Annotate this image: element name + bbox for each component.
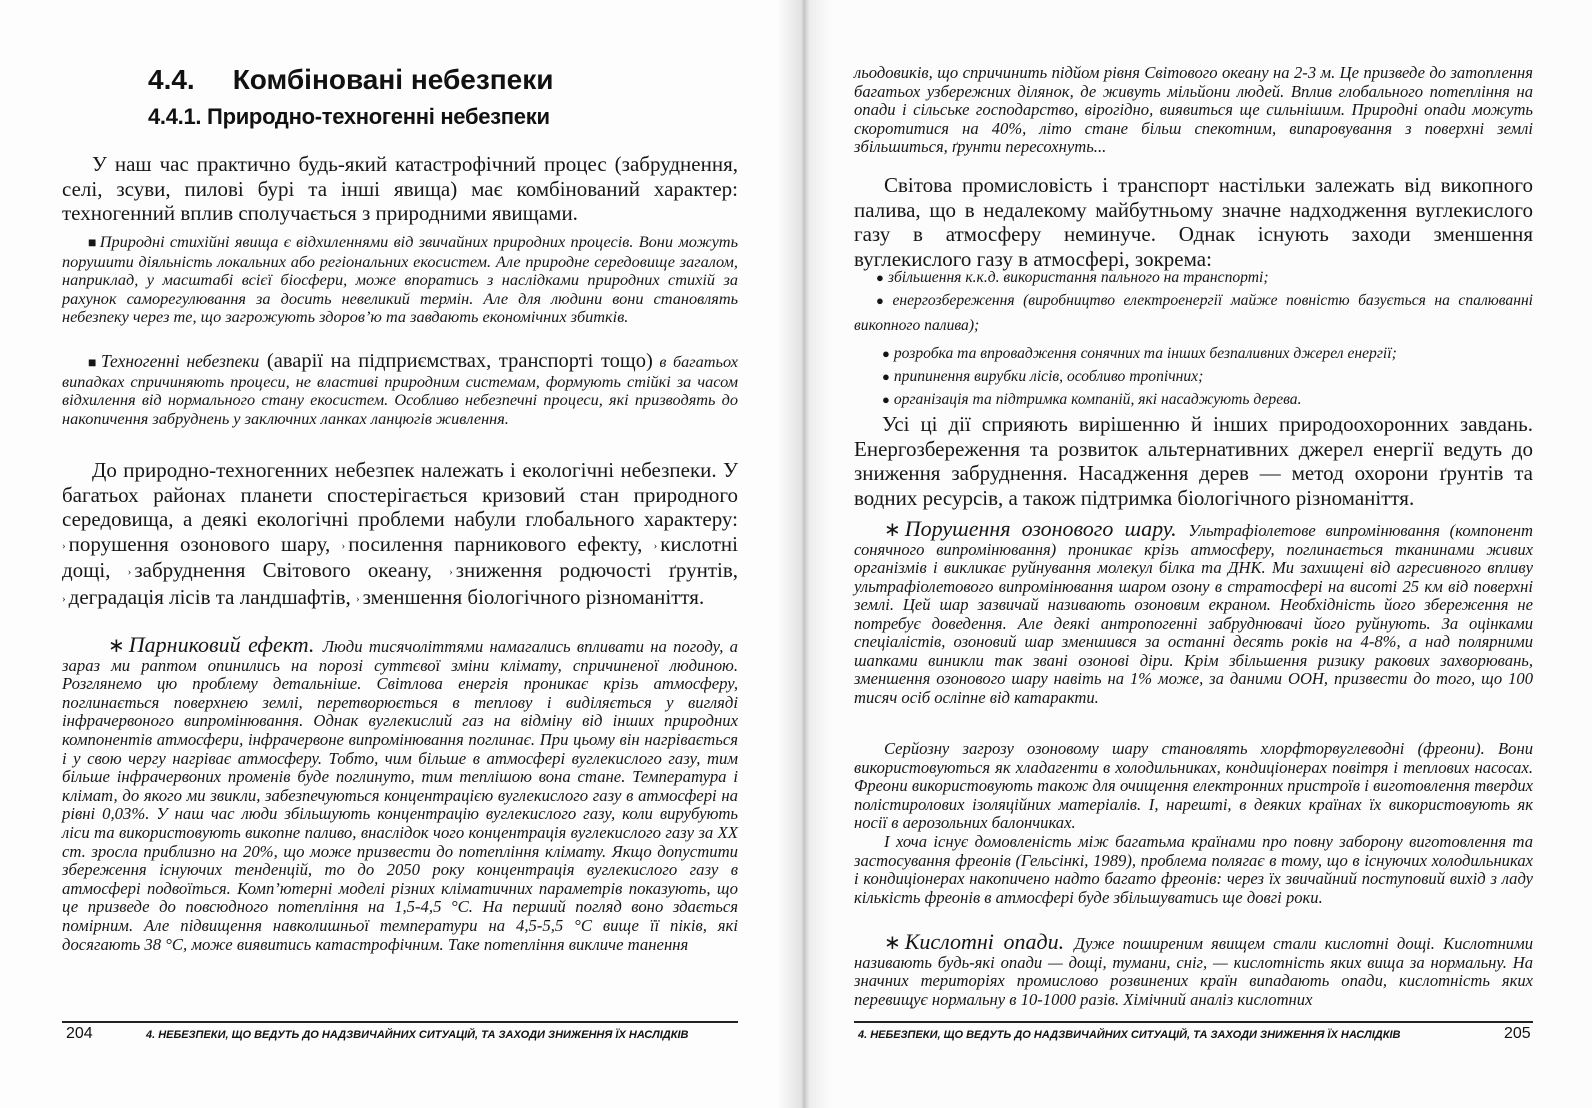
ozone-text: Ультрафіолетове випромінювання (компонент сонячного випромінювання) проникає крізь атмосферу, поглинається тканинами живих організмів і викликає руйнування молекул білка та ДНК. Ми захищені від агресивного впливу ультрафіолетового випромінювання шаром озону в стратосфері на висоті 25 км від поверхні землі. Цей шар зазвичай називають озоновим екраном. Необхідність його збереження не потребує доведення. Але деякі антропогенні забруднювачі його руйнують. За оцінками спеціалістів, озоновий шар зменшився за останні десять років на 4-8%, а над полярними шапками виникли так звані озонові діри. Крім збільшення ризику ракових захворювань, зменшення озонового шару навіть на 1% може, за даними ООН, призвести до того, що 100 тисяч осіб осліпне від катаракти. — [854, 521, 1533, 707]
global-problem-item: зниження родючості ґрунтів, — [455, 558, 739, 583]
page-number: 205 — [1504, 1025, 1531, 1042]
measure-item — [854, 365, 1533, 388]
triangle-bullet-icon: › — [653, 539, 658, 552]
actions-paragraph — [854, 412, 1533, 510]
global-problem-item: кислотні дощі, — [62, 531, 738, 583]
round-bullet-icon: ● — [876, 270, 884, 285]
technogenic-block — [62, 352, 738, 428]
star-bullet-icon: ∗ — [108, 635, 125, 657]
natural-hazards-text: Природні стихійні явища є відхиленнями від звичайних природних процесів. Вони можуть порушити діяльність локальних або регіональних екосистем. Але природне середовище загалом, наприклад, у масштабі всієї біосфери, може впоратись з наслідками природних стихій за рахунок саморегулювання за досить невеликий термін. Але для людини вони становлять небезпеку через те, що загрожують здоров’ю та завдають економічних збитків. — [62, 232, 738, 326]
footer-rule — [854, 1021, 1533, 1023]
technogenic-lead: Техногенні небезпеки — [100, 351, 260, 371]
global-problem-item: деградація лісів та ландшафтів, — [68, 584, 351, 609]
measure-item — [854, 342, 1533, 365]
square-bullet-icon: ■ — [88, 356, 99, 371]
industry-paragraph — [854, 173, 1533, 271]
ecological-paragraph — [62, 458, 738, 612]
acid-rain-block — [854, 929, 1533, 1009]
global-problem-item: зменшення біологічного різноманіття. — [362, 584, 705, 609]
triangle-bullet-icon: › — [356, 592, 360, 605]
running-footer: 4. НЕБЕЗПЕКИ, ЩО ВЕДУТЬ ДО НАДЗВИЧАЙНИХ СИТУАЦІЙ, ТА ЗАХОДИ ЗНИЖЕННЯ ЇХ НАСЛІДКІВ — [146, 1029, 689, 1041]
measure-item — [854, 388, 1533, 411]
section-heading — [148, 64, 553, 96]
measure-text: енергозбереження (виробництво електроенергії майже повністю базується на спалюванні викопного палива); — [854, 292, 1534, 335]
ecological-block — [62, 458, 738, 612]
actions-text: Усі ці дії сприяють вирішенню й інших природоохоронних завдань. Енергозбереження та розвиток альтернативних джерел енергії ведуть до зниження забруднення. Насадження дерев — метод охорони ґрунтів та водних ресурсів, а також підтримка біологічного різноманіття. — [854, 412, 1533, 510]
round-bullet-icon: ● — [876, 293, 889, 309]
greenhouse-block — [62, 632, 739, 954]
ozone-block — [854, 516, 1533, 707]
section-number: 4.4. — [148, 64, 195, 95]
greenhouse-text: Люди тисячоліттями намагались впливати на погоду, а зараз ми раптом опинились на порозі суттєвої зміни клімату, спричиненої людиною. Розглянемо цю проблему детальніше. Світлова енергія проникає крізь атмосферу, поглинається поверхнею землі, перетворюється в теплову і виділяється у вигляді інфрачервоного випромінювання. Однак вуглекислий газ на відміну від інших природних компонентів атмосфери, інфрачервоне випромінювання поглинає. При цьому він нагрівається і у свою чергу нагріває атмосферу. Тобто, чим більше в атмосфері вуглекислого газу, тим більше інфрачервоних променів буде поглинуто, тим теплішою вона стане. Температура і клімат, до якого ми звикли, забезпечуються концентрацією вуглекислого газу в атмосфері на рівні 0,03%. У наш час люди збільшують концентрацію вуглекислого газу, коли вирубують ліси та використовують викопне паливо, внаслідок чого концентрація вуглекислого газу за XX ст. зросла приблизно на 20%, що може призвести до потепління клімату. Якщо допустити збереження існуючих тенденцій, то до 2050 року концентрація вуглекислого газу в атмосфері подвоїться. Комп’ютерні моделі різних кліматичних параметрів показують, що це призведе до повсюдного потепління на 1,5-4,5 °С. На перший погляд воно здається помірним. Але підвищення навколишньої температури на 4,5-5,5 °С вище її піків, які досягають 38 °С, може виявитись катастрофічним. Таке потепління викличе танення — [62, 637, 739, 954]
star-bullet-icon: ∗ — [884, 519, 901, 541]
ozone-title: Порушення озонового шару. — [904, 516, 1177, 541]
round-bullet-icon: ● — [882, 346, 890, 362]
book-spine-shadow — [776, 0, 832, 1108]
continuation-paragraph — [854, 64, 1533, 157]
star-bullet-icon: ∗ — [884, 932, 901, 954]
freons-text: Серйозну загрозу озоновому шару становлять хлорфторвуглеводні (фреони). Вони використовуються як хладагенти в холодильниках, кондиціонерах повітря і теплових насосах. Фреони використовують також для очищення електронних пристроїв і виготовлення твердих полістиролових ізоляційних матеріалів. І, нарешті, в деяких країнах їх використовують як носії в аерозольних балончиках. — [854, 739, 1533, 832]
natural-hazards-block — [62, 233, 738, 326]
triangle-bullet-icon: › — [127, 566, 132, 579]
helsinki-text: І хоча існує домовленість між багатьма країнами про повну заборону виготовлення та застосування фреонів (Гельсінкі, 1989), проблема полягає в тому, що в існуючих холодильниках і кондиціонерах накопичено надто багато фреонів: через їх звичайний поступовий вихід з ладу кількість фреонів в атмосфері буде збільшуватись ще довгі роки. — [854, 832, 1533, 907]
square-bullet-icon: ■ — [88, 236, 98, 251]
measure-item — [854, 288, 1533, 338]
measure-text: розробка та впровадження сонячних та інших безпаливних джерел енергії; — [893, 345, 1397, 363]
global-problem-item: порушення озонового шару, — [68, 531, 331, 556]
acid-rain-title: Кислотні опади. — [904, 929, 1065, 954]
global-problem-item: забруднення Світового океану, — [134, 558, 432, 583]
triangle-bullet-icon: › — [449, 566, 453, 579]
industry-text: Світова промисловість і транспорт настільки залежать від викопного палива, що в недалекому майбутньому значне надходження вуглекислого газу в атмосферу неминуче. Однак існують заходи зменшення вуглекислого газу в атмосфері, зокрема: — [854, 173, 1533, 271]
acid-rain-paragraph — [854, 929, 1533, 1009]
helsinki-paragraph — [854, 833, 1533, 907]
right-page — [796, 0, 1592, 1108]
round-bullet-icon: ● — [882, 392, 890, 408]
page-number: 204 — [66, 1025, 93, 1042]
greenhouse-title: Парниковий ефект. — [128, 632, 315, 657]
greenhouse-paragraph — [62, 632, 739, 954]
intro-paragraph — [62, 152, 738, 226]
running-footer: 4. НЕБЕЗПЕКИ, ЩО ВЕДУТЬ ДО НАДЗВИЧАЙНИХ СИТУАЦІЙ, ТА ЗАХОДИ ЗНИЖЕННЯ ЇХ НАСЛІДКІВ — [858, 1029, 1401, 1041]
measure-text: припинення вирубки лісів, особливо тропічних; — [893, 368, 1204, 386]
section-title: Комбіновані небезпеки — [232, 64, 554, 95]
footer-rule — [62, 1021, 738, 1023]
round-bullet-icon: ● — [882, 369, 890, 385]
technogenic-hazards-paragraph — [62, 352, 738, 428]
global-problem-item: посилення парникового ефекту, — [348, 531, 643, 556]
measure-item — [854, 268, 1533, 288]
freons-paragraph — [854, 740, 1533, 833]
ozone-paragraph — [854, 516, 1533, 707]
measures-list — [854, 268, 1533, 411]
triangle-bullet-icon: › — [341, 539, 346, 552]
measure-text: збільшення к.к.д. використання пального на транспорті; — [887, 269, 1269, 286]
natural-hazards-paragraph — [62, 233, 738, 326]
measure-text: організація та підтримка компаній, які насаджують дерева. — [893, 391, 1302, 409]
intro-text: У наш час практично будь-який катастрофічний процес (забруднення, селі, зсуви, пилові бурі та інші явища) має комбінований характер: техногенний вплив сполучається з природними явищами. — [62, 152, 738, 226]
triangle-bullet-icon: › — [62, 539, 66, 552]
technogenic-text: в багатьох випадках спричиняють процеси, не властиві природним системам, формують стійкі за часом відхилення від нормального стану екосистем. Особливо небезпечні процеси, які призводять до накопичення забруднень у заключних ланках ланцюгів живлення. — [62, 352, 738, 428]
continuation-text: льодовиків, що спричинить підйом рівня Світового океану на 2-3 м. Це призведе до затоплення багатьох узбережних ділянок, де живуть мільйони людей. Вплив глобального потепління на опади і сільське господарство, вірогідно, виявиться ще сильнішим. Природні опади можуть скоротитися на 40%, літо стане більш спекотним, випаровування з поверхні землі збільшиться, ґрунти пересохнуть... — [854, 63, 1533, 156]
ecological-intro: До природно-техногенних небезпек належать і екологічні небезпеки. У багатьох районах планети спостерігається кризовий стан природного середовища, а деякі екологічні проблеми набули глобального характеру: — [62, 458, 738, 532]
technogenic-plain: (аварії на підприємствах, транспорті тощо) — [259, 350, 653, 372]
subsection-heading: 4.4.1. Природно-техногенні небезпеки — [148, 104, 550, 129]
acid-rain-text: Дуже поширеним явищем стали кислотні дощі. Кислотними називають будь-які опади — дощі, тумани, сніг, — кислотність яких вища за нормальну. На значних територіях промислово розвинених країн випадають опади, кислотність яких перевищує нормальну в 10-1000 разів. Хімічний аналіз кислотних — [854, 934, 1533, 1009]
triangle-bullet-icon: › — [62, 592, 66, 605]
